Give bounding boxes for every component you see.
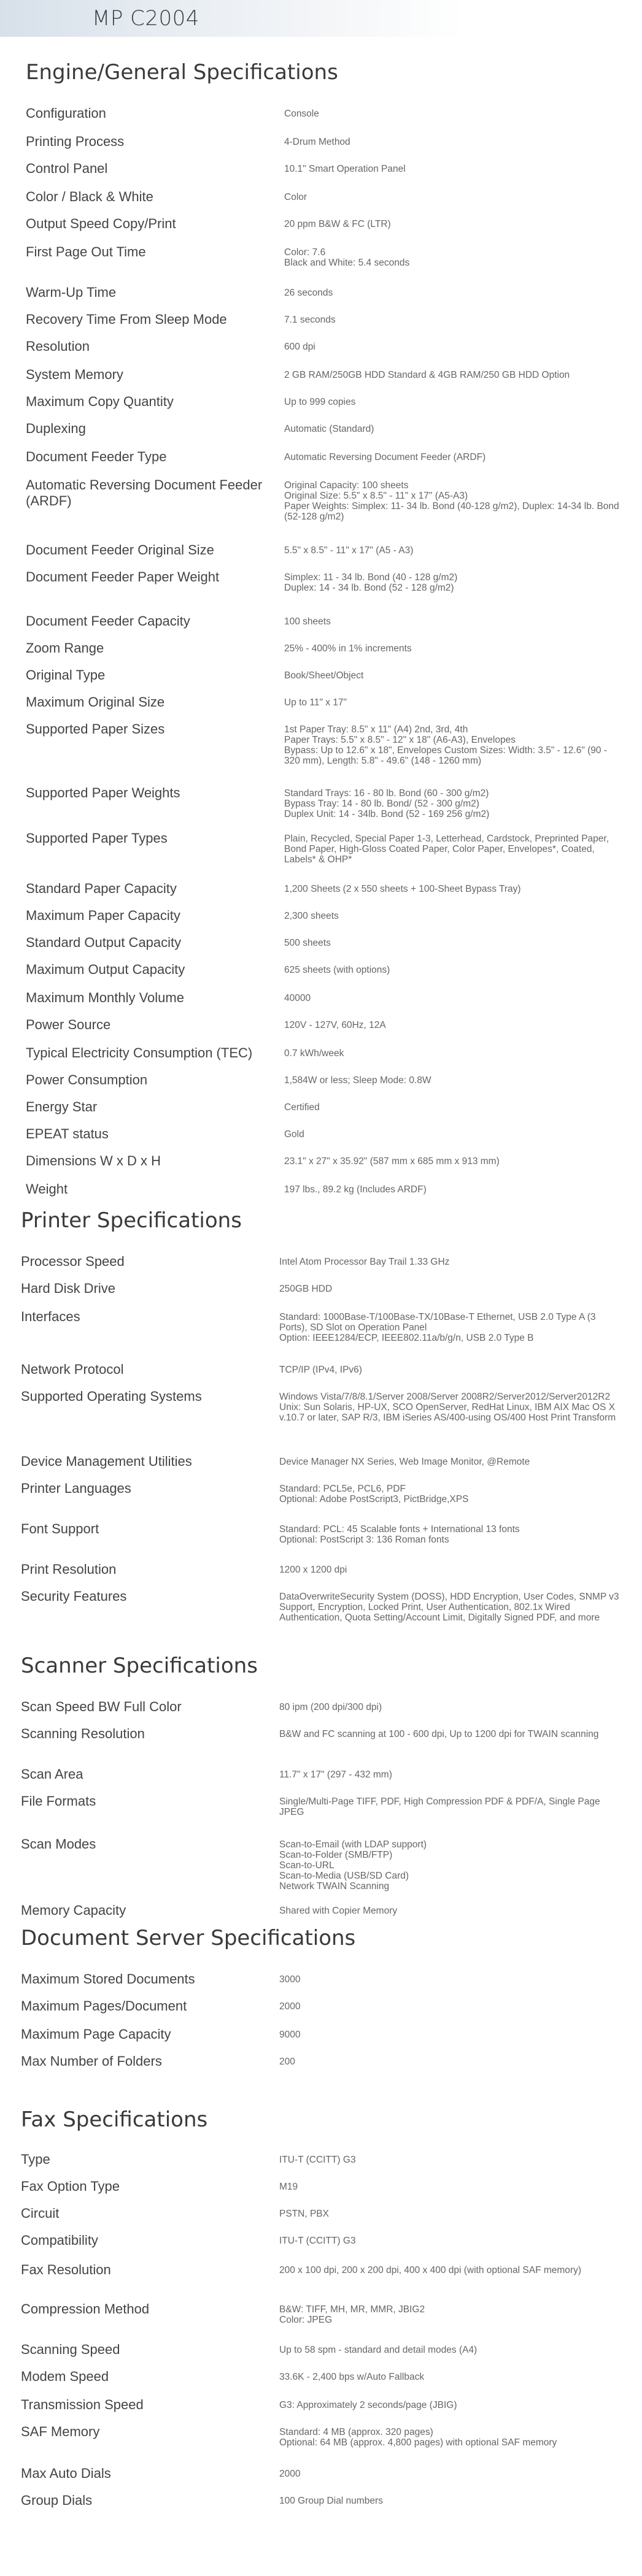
spec-value: 9000	[279, 2030, 301, 2040]
spec-value: 1st Paper Tray: 8.5" x 11" (A4) 2nd, 3rd, 4th Paper Trays: 5.5" x 8.5" - 12" x 18" (A6-A3), Envelopes Bypass: Up to 12.6" x 18", Envelopes Custom Sizes: Width: 3.5" - 12.6" (90 - 320 mm), Length: 5.8" - 49.6" (148 - 1260 mm)	[284, 724, 608, 766]
spec-value: 197 lbs., 89.2 kg (Includes ARDF)	[284, 1184, 427, 1195]
spec-value: Standard: 4 MB (approx. 320 pages) Optional: 64 MB (approx. 4,800 pages) with optional SAF memory	[279, 2427, 557, 2448]
spec-label: Network Protocol	[21, 1362, 124, 1377]
spec-value: 10.1" Smart Operation Panel	[284, 164, 406, 174]
spec-label: Scanning Resolution	[21, 1726, 145, 1741]
spec-label: Document Feeder Capacity	[26, 613, 190, 629]
spec-value: Standard: PCL: 45 Scalable fonts + International 13 fonts Optional: PostScript 3: 136 Roman fonts	[279, 1524, 520, 1545]
spec-value: 1,200 Sheets (2 x 550 sheets + 100-Sheet Bypass Tray)	[284, 884, 521, 894]
spec-label: Maximum Monthly Volume	[26, 990, 184, 1005]
section-title-fax-specifications: Fax Specifications	[21, 2107, 208, 2132]
spec-label: Scanning Speed	[21, 2342, 120, 2357]
spec-value: 80 ipm (200 dpi/300 dpi)	[279, 1702, 382, 1712]
spec-value: 4-Drum Method	[284, 137, 350, 147]
spec-label: Color / Black & White	[26, 189, 153, 204]
spec-label: Weight	[26, 1181, 68, 1197]
spec-value: 1,584W or less; Sleep Mode: 0.8W	[284, 1075, 431, 1086]
spec-label: Transmission Speed	[21, 2397, 144, 2412]
spec-label: Document Feeder Original Size	[26, 542, 214, 558]
spec-value: PSTN, PBX	[279, 2209, 329, 2219]
spec-value: 0.7 kWh/week	[284, 1048, 344, 1059]
spec-value: 2000	[279, 2469, 301, 2479]
spec-label: Maximum Original Size	[26, 694, 165, 710]
spec-value: Single/Multi-Page TIFF, PDF, High Compression PDF & PDF/A, Single Page JPEG	[279, 1796, 600, 1817]
spec-label: Dimensions W x D x H	[26, 1153, 161, 1168]
spec-label: Maximum Copy Quantity	[26, 394, 174, 409]
spec-value: 200 x 100 dpi, 200 x 200 dpi, 400 x 400 dpi (with optional SAF memory)	[279, 2265, 581, 2275]
spec-label: Zoom Range	[26, 640, 104, 656]
spec-label: Circuit	[21, 2206, 60, 2221]
spec-value: Intel Atom Processor Bay Trail 1.33 GHz	[279, 1257, 450, 1267]
spec-value: Shared with Copier Memory	[279, 1906, 398, 1916]
spec-label: Original Type	[26, 667, 106, 683]
spec-label: Output Speed Copy/Print	[26, 216, 176, 231]
spec-label: Fax Option Type	[21, 2179, 120, 2194]
spec-value: Color	[284, 192, 307, 202]
spec-label: File Formats	[21, 1793, 96, 1809]
spec-label: Hard Disk Drive	[21, 1281, 116, 1296]
spec-label: Standard Output Capacity	[26, 935, 182, 950]
spec-value: 7.1 seconds	[284, 315, 336, 325]
spec-label: Fax Resolution	[21, 2262, 111, 2277]
spec-label: Compatibility	[21, 2233, 98, 2248]
spec-label: Scan Speed BW Full Color	[21, 1699, 182, 1714]
spec-value: Standard: 1000Base-T/100Base-TX/10Base-T Ethernet, USB 2.0 Type A (3 Ports), SD Slot on Operation Panel Option: IEEE1284/ECP, IEEE802.11a/b/g/n, USB 2.0 Type B	[279, 1312, 596, 1343]
spec-label: Security Features	[21, 1589, 127, 1604]
spec-label: Duplexing	[26, 421, 86, 436]
spec-value: 120V - 127V, 60Hz, 12A	[284, 1020, 386, 1030]
spec-value: B&W: TIFF, MH, MR, MMR, JBIG2 Color: JPEG	[279, 2304, 425, 2325]
spec-label: Compression Method	[21, 2301, 150, 2317]
spec-value: Simplex: 11 - 34 lb. Bond (40 - 128 g/m2) Duplex: 14 - 34 lb. Bond (52 - 128 g/m2)	[284, 572, 458, 593]
spec-value: 250GB HDD	[279, 1284, 333, 1294]
spec-value: 100 Group Dial numbers	[279, 2496, 383, 2506]
spec-value: Gold	[284, 1129, 304, 1140]
spec-value: 11.7" x 17" (297 - 432 mm)	[279, 1769, 392, 1780]
spec-value: Up to 999 copies	[284, 397, 356, 407]
spec-label: Processor Speed	[21, 1254, 125, 1269]
spec-label: SAF Memory	[21, 2424, 100, 2439]
spec-label: Modem Speed	[21, 2369, 109, 2384]
spec-label: Energy Star	[26, 1099, 98, 1114]
section-title-scanner-specifications: Scanner Specifications	[21, 1654, 258, 1678]
spec-value: 26 seconds	[284, 288, 333, 298]
spec-label: Configuration	[26, 105, 106, 121]
spec-label: Document Feeder Type	[26, 449, 167, 464]
model-banner	[0, 0, 466, 37]
spec-value: Windows Vista/7/8/8.1/Server 2008/Server 2008R2/Server2012/Server2012R2 Unix: Sun Solaris, HP-UX, SCO OpenServer, RedHat Linux, IBM AIX Mac OS X v.10.7 or later, SAP R/3, IBM iSeries AS/400-using OS/400 Host Print Transform	[279, 1392, 616, 1423]
spec-label: Scan Area	[21, 1766, 83, 1782]
spec-value: Standard: PCL5e, PCL6, PDF Optional: Adobe PostScript3, PictBridge,XPS	[279, 1484, 469, 1505]
spec-value: 25% - 400% in 1% increments	[284, 643, 412, 654]
spec-label: Supported Paper Types	[26, 830, 168, 846]
spec-value: 500 sheets	[284, 938, 331, 948]
spec-label: Maximum Stored Documents	[21, 1971, 195, 1987]
spec-value: 2 GB RAM/250GB HDD Standard & 4GB RAM/250 GB HDD Option	[284, 370, 570, 380]
spec-label: Device Management Utilities	[21, 1454, 192, 1469]
spec-value: 20 ppm B&W & FC (LTR)	[284, 219, 391, 229]
spec-value: B&W and FC scanning at 100 - 600 dpi, Up to 1200 dpi for TWAIN scanning	[279, 1729, 599, 1739]
spec-value: Console	[284, 109, 319, 119]
spec-label: First Page Out Time	[26, 244, 146, 259]
spec-value: Automatic (Standard)	[284, 424, 374, 434]
spec-label: Maximum Page Capacity	[21, 2026, 171, 2042]
spec-value: Book/Sheet/Object	[284, 670, 364, 681]
spec-label: Print Resolution	[21, 1562, 117, 1577]
spec-label: Maximum Output Capacity	[26, 962, 185, 977]
spec-label: Type	[21, 2152, 50, 2167]
spec-value: Original Capacity: 100 sheets Original Size: 5.5" x 8.5" - 11" x 17" (A5-A3) Paper Weights: Simplex: 11- 34 lb. Bond (40-128 g/m2), Duplex: 14-34 lb. Bond (52-128 g/m2)	[284, 480, 619, 522]
spec-label: Resolution	[26, 339, 90, 354]
spec-label: Supported Paper Sizes	[26, 721, 165, 737]
spec-value: Automatic Reversing Document Feeder (ARDF)	[284, 452, 486, 462]
spec-value: 625 sheets (with options)	[284, 965, 390, 975]
spec-label: Maximum Pages/Document	[21, 1998, 187, 2014]
spec-value: 33.6K - 2,400 bps w/Auto Fallback	[279, 2372, 425, 2382]
spec-value: DataOverwriteSecurity System (DOSS), HDD Encryption, User Codes, SNMP v3 Support, Encryption, Locked Print, User Authentication, 802.1x Wired Authentication, Quota Setting/Account Limit, Digitally Signed PDF, and more	[279, 1592, 619, 1623]
spec-value: Up to 11" x 17"	[284, 697, 347, 708]
spec-value: 2,300 sheets	[284, 911, 339, 921]
spec-value: Color: 7.6 Black and White: 5.4 seconds	[284, 247, 410, 268]
spec-label: Interfaces	[21, 1309, 80, 1324]
section-title-engine-general-specifications: Engine/General Specifications	[26, 60, 338, 85]
spec-value: Certified	[284, 1102, 320, 1113]
spec-label: Power Consumption	[26, 1072, 148, 1087]
spec-label: Automatic Reversing Document Feeder (ARDF)	[26, 477, 263, 508]
section-title-document-server-specifications: Document Server Specifications	[21, 1926, 356, 1950]
spec-label: Max Number of Folders	[21, 2053, 162, 2069]
spec-value: 100 sheets	[284, 616, 331, 627]
section-title-printer-specifications: Printer Specifications	[21, 1208, 242, 1233]
spec-value: 200	[279, 2057, 295, 2067]
spec-label: Power Source	[26, 1017, 111, 1032]
spec-label: Scan Modes	[21, 1836, 96, 1852]
spec-label: Standard Paper Capacity	[26, 881, 177, 896]
spec-label: Recovery Time From Sleep Mode	[26, 312, 227, 327]
spec-label: Group Dials	[21, 2493, 93, 2508]
spec-value: 23.1" x 27" x 35.92" (587 mm x 685 mm x 913 mm)	[284, 1156, 500, 1167]
spec-value: M19	[279, 2182, 298, 2192]
spec-value: G3: Approximately 2 seconds/page (JBIG)	[279, 2400, 457, 2410]
spec-value: 2000	[279, 2001, 301, 2012]
spec-label: Typical Electricity Consumption (TEC)	[26, 1045, 253, 1060]
spec-label: Memory Capacity	[21, 1903, 126, 1918]
spec-label: Supported Paper Weights	[26, 785, 180, 800]
spec-value: 40000	[284, 993, 311, 1003]
spec-label: Document Feeder Paper Weight	[26, 569, 220, 585]
spec-value: Plain, Recycled, Special Paper 1-3, Letterhead, Cardstock, Preprinted Paper, Bond Paper, High-Gloss Coated Paper, Color Paper, Envelopes*, Coated, Labels* & OHP*	[284, 834, 609, 865]
spec-value: Scan-to-Email (with LDAP support) Scan-to-Folder (SMB/FTP) Scan-to-URL Scan-to-Media (USB/SD Card) Network TWAIN Scanning	[279, 1839, 427, 1892]
spec-value: 5.5" x 8.5" - 11" x 17" (A5 - A3)	[284, 545, 414, 556]
spec-value: ITU-T (CCITT) G3	[279, 2155, 356, 2165]
spec-value: ITU-T (CCITT) G3	[279, 2236, 356, 2246]
spec-value: Standard Trays: 16 - 80 lb. Bond (60 - 300 g/m2) Bypass Tray: 14 - 80 lb. Bond/ (52 - 300 g/m2) Duplex Unit: 14 - 34lb. Bond (52 - 169 256 g/m2)	[284, 788, 490, 819]
spec-value: 600 dpi	[284, 342, 315, 352]
spec-label: Printing Process	[26, 134, 125, 149]
spec-label: Font Support	[21, 1521, 99, 1536]
spec-value: TCP/IP (IPv4, IPv6)	[279, 1365, 362, 1375]
spec-label: EPEAT status	[26, 1126, 109, 1141]
spec-value: Up to 58 spm - standard and detail modes (A4)	[279, 2345, 478, 2355]
spec-label: Control Panel	[26, 161, 108, 176]
spec-label: Maximum Paper Capacity	[26, 908, 180, 923]
spec-value: 3000	[279, 1974, 301, 1985]
spec-label: System Memory	[26, 367, 123, 382]
spec-label: Warm-Up Time	[26, 285, 117, 300]
spec-value: 1200 x 1200 dpi	[279, 1565, 347, 1575]
spec-label: Printer Languages	[21, 1481, 131, 1496]
spec-value: Device Manager NX Series, Web Image Monitor, @Remote	[279, 1457, 530, 1467]
spec-label: Supported Operating Systems	[21, 1389, 202, 1404]
model-title: MP C2004	[92, 6, 199, 31]
spec-label: Max Auto Dials	[21, 2466, 111, 2481]
